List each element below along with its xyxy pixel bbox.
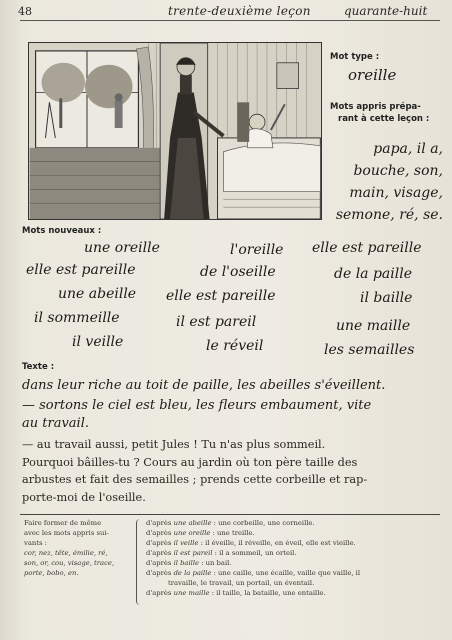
texte-print-line: Pourquoi bâilles-tu ? Cours au jardin où ton père taille des <box>22 455 358 469</box>
mots-appris-line: bouche, son, <box>353 163 443 179</box>
mot-nouveau: le réveil <box>206 338 264 354</box>
mot-nouveau: elle est pareille <box>312 240 422 256</box>
bedroom-scene-illustration <box>29 43 321 219</box>
mot-nouveau: elle est pareille <box>166 288 276 304</box>
mot-type-label: Mot type : <box>330 52 380 62</box>
texte-cursive-line: — sortons le ciel est bleu, les fleurs embaument, vite <box>22 398 372 413</box>
exercise-items <box>146 518 446 598</box>
mot-nouveau: elle est pareille <box>26 262 136 278</box>
exercise-item: d'après il est pareil : il a sommeil, un orteil. <box>146 549 297 557</box>
mot-nouveau: il veille <box>72 334 124 350</box>
exercise-intro-line: porte, bobo, en. <box>24 569 79 577</box>
mot-nouveau: de l'oseille <box>200 264 276 280</box>
mots-appris-list <box>328 138 443 226</box>
lesson-number-word: quarante-huit <box>344 4 428 18</box>
exercise-item: d'après une maille : il taille, la bataille, une entaille. <box>146 589 326 597</box>
texte-print-line: porte-moi de l'oseille. <box>22 490 146 504</box>
mot-nouveau: de la paille <box>334 266 412 282</box>
mot-nouveau: l'oreille <box>230 242 284 258</box>
mots-appris-label-1: Mots appris prépa- <box>330 102 421 112</box>
mot-nouveau: une oreille <box>84 240 160 256</box>
exercise-intro <box>24 518 134 578</box>
mot-nouveau: il est pareil <box>176 314 257 330</box>
mots-appris-line: main, visage, <box>349 185 443 201</box>
exercise-item: d'après une abeille : une corbeille, une corneille. <box>146 519 315 527</box>
exercise-intro-line: vants : <box>24 539 47 547</box>
exercise-item: d'après de la paille : une caille, une écaille, vaille que vaille, il <box>146 569 361 577</box>
texte-label: Texte : <box>22 362 55 372</box>
page-number: 48 <box>18 5 32 18</box>
exercise-intro-line: avec les mots appris sui- <box>24 529 109 537</box>
illustration <box>28 42 322 220</box>
page-header <box>0 4 452 20</box>
exercise-intro-line: cor, nez, tête, émilie, ré, <box>24 549 108 557</box>
exercise-item: d'après une oreille : une treille. <box>146 529 255 537</box>
exercise-item: d'après il baille : un bail. <box>146 559 232 567</box>
texte-cursive-line: au travail. <box>22 416 89 431</box>
mot-nouveau: une abeille <box>58 286 137 302</box>
mot-nouveau: il sommeille <box>34 310 120 326</box>
texte-print-block <box>22 436 442 506</box>
header-rule <box>20 20 440 21</box>
mot-nouveau: une maille <box>336 318 411 334</box>
mot-type-word: oreille <box>348 66 397 84</box>
texte-print-line: — au travail aussi, petit Jules ! Tu n'as plus sommeil. <box>22 438 326 451</box>
exercise-brace <box>136 519 144 605</box>
exercise-intro-line: Faire former de même <box>24 519 102 527</box>
texte-cursive-line: dans leur riche au toit de paille, les abeilles s'éveillent. <box>22 378 386 393</box>
exercise-item: travaille, le travail, un portail, un éventail. <box>168 579 315 587</box>
mots-appris-line: papa, il a, <box>373 141 443 157</box>
mot-nouveau: il baille <box>360 290 413 306</box>
texte-print-line: arbustes et fait des semailles ; prends cette corbeille et rap- <box>22 473 368 486</box>
mots-appris-label-2: rant à cette leçon : <box>338 114 430 124</box>
mot-nouveau: les semailles <box>324 342 415 358</box>
exercise-intro-line: son, or, cou, visage, trace, <box>24 559 115 567</box>
exercise-item: d'après il veille : il éveille, il réveille, en éveil, elle est vieille. <box>146 539 356 547</box>
mots-appris-line: semone, ré, se. <box>335 207 443 223</box>
lesson-title: trente-deuxième leçon <box>168 4 311 18</box>
mots-nouveaux-label: Mots nouveaux : <box>22 226 102 236</box>
exercise-rule <box>20 514 440 515</box>
